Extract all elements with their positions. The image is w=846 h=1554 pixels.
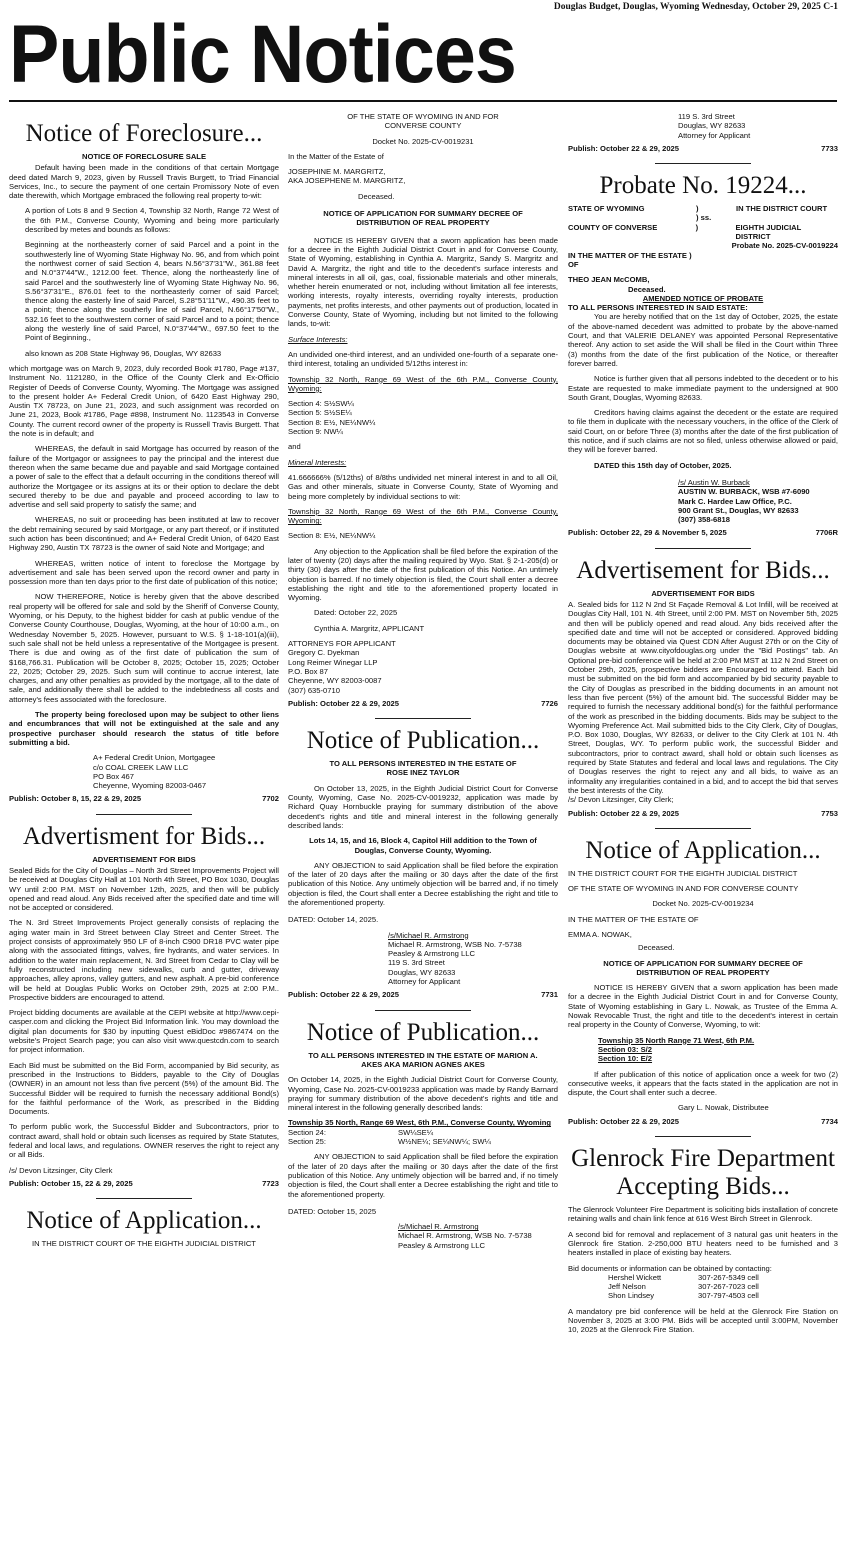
page-header xyxy=(0,0,846,106)
probate-heading: Probate No. 19224... xyxy=(599,172,807,200)
attorney-line: Attorney for Applicant xyxy=(678,130,751,140)
glenrock-para: Bid documents or information can be obtained by contacting: xyxy=(568,1263,772,1273)
margritz-para: An undivided one-third interest, and an undivided one-fourth of a separate one-third interest, totaling an undivided 5/12ths interest in: xyxy=(288,349,558,369)
foreclosure-heading: Notice of Foreclosure... xyxy=(25,120,263,147)
legal-description xyxy=(598,1036,838,1064)
caption-cell: OF xyxy=(568,259,579,269)
notice-number: 7706R xyxy=(815,528,838,538)
signature-line: Peasley & Armstrong LLC xyxy=(398,1240,485,1250)
foreclosure-para: NOW THEREFORE, Notice is hereby given that the above described real property will be offered for sale and sold by the Sheriff of Converse County, Wyoming, or his Deputy, to the highest bidder for cash at public vendue of the Converse County Courthouse, Douglas, Wyoming, at the hour of 10:00 a.m., on Wednesday November 5, 2025. However, pursuant to W.S. § 1-18-101(a)(iii), such sale shall not be held unless a representative of the Mortgagee is present. There is due and owing as of the first date of publication the sum of $168,766.31. Publication will be October 8, 2025; October 15, 2025; October 22, 2025; October 29, 2025. Such sum will continue to accrue interest, late charges, and any other penalties as provided by the mortgage, all to the date of sale, and additionally there shall be added to the indebtedness all costs and attorney's fees associated with the foreclosure. xyxy=(9,592,279,704)
caption-line: JOSEPHINE M. MARGRITZ, xyxy=(288,167,386,177)
margritz-title: NOTICE OF APPLICATION FOR SUMMARY DECREE OF DISTRIBUTION OF REAL PROPERTY xyxy=(323,209,523,228)
separator xyxy=(375,718,471,719)
conjunction: and xyxy=(288,442,301,452)
caption-line: IN THE MATTER OF THE ESTATE OF xyxy=(568,914,699,924)
glenrock-para: A mandatory pre bid conference will be held at the Glenrock Fire Station on November 3, 2025 at 3:00 PM. Bids will be accepted until 3:00PM, November 10, 2025 at the Glenrock Fire Station. xyxy=(568,1306,838,1335)
signature-line: PO Box 467 xyxy=(93,771,134,781)
attorney-line: (307) 635-0710 xyxy=(288,685,340,695)
taylor-heading: Notice of Publication... xyxy=(306,727,540,755)
attorney-line: Cheyenne, WY 82003-0087 xyxy=(288,676,382,686)
publish-dates: Publish: October 15, 22 & 29, 2025 xyxy=(9,1178,133,1188)
township-line: Township 35 North Range 71 West, 6th P.M. xyxy=(598,1035,755,1045)
foreclosure-para: Default having been made in the conditions of that certain Mortgage deed dated March 9, 2023, given by Russell Travis Burgett, to Triad Financial Services, Inc., to secure the payment of one certain Promissory Note of even date therewith, which Mortgage embraced the following real property to-wit: xyxy=(9,163,279,201)
publish-line xyxy=(568,144,838,153)
caption-cell: STATE OF WYOMING xyxy=(568,204,645,214)
signature-line: /s/Michael R. Armstrong xyxy=(388,930,469,940)
taylor-subheading: TO ALL PERSONS INTERESTED IN THE ESTATE OF ROSE INEZ TAYLOR xyxy=(329,759,517,778)
caption-cell: ) ss. xyxy=(696,213,712,223)
separator xyxy=(96,814,192,815)
foreclosure-para: A portion of Lots 8 and 9 Section 4, Township 32 North, Range 72 West of the 6th P.M., Converse County, Wyoming and being more particularly described by metes and bounds as follows: xyxy=(25,206,279,235)
bids2-heading: Advertisement for Bids... xyxy=(576,556,830,584)
contact-list xyxy=(608,1273,838,1301)
bids2-para: A. Sealed bids for 112 N 2nd St Façade Removal & Lot Infill, will be received at Douglas City Hall, 101 N. 4th Street, until 2:00 PM. MST on November 5th, 2025 and then will be publicly opened and read aloud. Any bids received after the specified date and time will not be accepted or considered. Approved bidding documents may be obtained via Quest CDN After August 27th or on the City of Douglas website at www.cityofdouglas.org under the "Bid Postings" tab. An Optional pre-bid conference will be held at 2:00 PM MST at 112 N 2nd Street on October 29th, 2025, prospective bidders are Encouraged to attend. Each bid must be submitted on the bid form and accompanied by bid security payable to the City of Douglas as prescribed in the bidding documents in an amount not less than five percent (5%) of the amount bid. The successful Bidder may be required to furnish the necessary additional bond(s) for the faithful performance of the work as prescribed in the bidding documents. Bids may be subject to the Wyoming Preference Act. Mail submitted bids to the City Clerk, City of Douglas, P.O. Box 1030, Douglas, WY 82633, or deliver to the City Clerk at 101 N. 4th Street, Douglas, WY. To perform public work, the successful Bidder and subcontractors, prior to contract award, shall hold or obtain such licenses as required by State Statutes and federal and local laws and regulations. The City of Douglas reserves the right to reject any and all bids, to waive as an informality any irregularities contained in a bid, and to accept the bid that serves the best interests of the City. xyxy=(568,599,838,795)
taylor-para: On October 13, 2025, in the Eighth Judicial District Court for Converse County, Wyoming, Case No. 2025-CV-0019232, application was made by Richard Quay Hornbuckle praying for summary distribution of the above decedent's rights and title and mineral interest in the following generally described lands: xyxy=(288,783,558,830)
publish-dates: Publish: October 22 & 29, 2025 xyxy=(568,143,679,153)
publish-line xyxy=(288,699,558,708)
margritz-para: NOTICE IS HEREBY GIVEN that a sworn application has been made for a decree in the Eighth Judicial District Court in and for Converse County, State of Wyoming, establishing in Cynthia A. Margritz, Sandy S. Margritz and David A. Margritz, the right and title to the decedent's surface interests and mineral interests in all oil, gas, coal, fissionable materials and other minerals, whether herein enumerated or not, including without limitation all fee interests, working interests, royalty interests, overriding royalty interests, production payments, net profits interests, and other payments out of production, located in Converse County, State of Wyoming, including but not limited to the following lands, to-wit: xyxy=(288,235,558,329)
court-line: IN THE DISTRICT COURT FOR THE EIGHTH JUDICIAL DISTRICT xyxy=(568,868,798,878)
notice-number: 7753 xyxy=(821,808,838,818)
attorney-line: P.O. Box 87 xyxy=(288,666,328,676)
notice-number: 7726 xyxy=(541,698,558,708)
court-line: IN THE DISTRICT COURT OF THE EIGHTH JUDICIAL DISTRICT xyxy=(32,1239,256,1249)
probate-number: Probate No. 2025-CV-0019224 xyxy=(731,241,838,251)
section-line: Section 10: E/2 xyxy=(598,1054,653,1064)
caption-line: In the Matter of the Estate of xyxy=(288,151,384,161)
separator xyxy=(655,548,751,549)
bids2-subheading: ADVERTISEMENT FOR BIDS xyxy=(651,588,755,598)
separator xyxy=(655,1136,751,1137)
caption-cell: EIGHTH JUDICIAL DISTRICT xyxy=(735,222,802,242)
attorney-line: Gregory C. Dyekman xyxy=(288,648,360,658)
foreclosure-para: WHEREAS, written notice of intent to foreclose the Mortgage by advertisement and sale has been served upon the record owner and party in possession more than ten days prior to the first date of publication of this notice; xyxy=(9,558,279,587)
signature-line: Douglas, WY 82633 xyxy=(388,967,456,977)
notice-number: 7734 xyxy=(821,1116,838,1126)
separator xyxy=(655,163,751,164)
foreclosure-para: WHEREAS, the default in said Mortgage has occurred by reason of the failure of the Mortgagor or assignees to pay the principal and the interest due thereon when the same became due and payable and said Mortgage contained a power of sale to the effect that a default occurring in the conditions thereof will authorize the Mortgagee or its assigns at its or their option to declare the debt secured thereby to be due and payable and proceed according to law to advertise and sell said property to satisfy the same; and xyxy=(9,444,279,510)
bids1-subheading: ADVERTISEMENT FOR BIDS xyxy=(92,854,196,864)
bids1-para: Each Bid must be submitted on the Bid Form, accompanied by Bid security, as prescribed in the Instructions to Bidders, payable to the City of Douglas (OWNER) in an amount not less than five percent (5%) of the amount Bid. The Successful Bidder will be required to furnish the necessary additional Bond(s) for the faithful performance of the Work, as prescribed in the Bidding Documents. xyxy=(9,1060,279,1117)
contact-phone: 307-267-5349 cell xyxy=(698,1272,759,1282)
caption-line: EMMA A. NOWAK, xyxy=(568,930,632,939)
signature-line: /s/Michael R. Armstrong xyxy=(398,1222,479,1232)
probate-para: Creditors having claims against the decedent or the estate are required to file them in duplicate with the necessary vouchers, in the office of the Clerk of said Court, on or before Three (3) months after the date of the first publication of this notice, and if such claims are not so filed, unless otherwise allowed or paid, they will be forever barred. xyxy=(568,408,838,455)
caption-line: Deceased. xyxy=(638,943,675,953)
bids1-para: Project bidding documents are available at the CEPI website at http://www.cepi-casper.com and clicking the Project Bid Information link. You may download the digital plan documents for $30 by inputting Quest eBidDoc #9867474 on the website's Project Search page; you can also visit www.questcdn.com to search for project information. xyxy=(9,1008,279,1055)
court-line: OF THE STATE OF WYOMING IN AND FOR xyxy=(347,112,499,121)
contact-name: Jeff Nelson xyxy=(608,1282,646,1292)
township-line: Township 35 North, Range 69 West, 6th P.M., Converse County, Wyoming xyxy=(288,1118,552,1128)
dated-line: DATED this 15th day of October, 2025. xyxy=(594,460,732,470)
attorney-line: ATTORNEYS FOR APPLICANT xyxy=(288,639,396,649)
akes-subheading: TO ALL PERSONS INTERESTED IN THE ESTATE OF MARION A. AKES AKA MARION AGNES AKES xyxy=(308,1050,538,1069)
caption-line: Deceased. xyxy=(358,191,395,201)
notice-number: 7731 xyxy=(541,990,558,1000)
app1-heading: Notice of Application... xyxy=(26,1207,262,1235)
separator xyxy=(375,1010,471,1011)
publish-dates: Publish: October 22 & 29, 2025 xyxy=(288,698,399,708)
probate-para: You are hereby notified that on the 1st day of October, 2025, the estate of the above-named decedent was admitted to probate by the above-named Court, and that VALERIE DELANEY was appointed Personal Representative thereof. Any action to set aside the Will shall be filed in the Court within Three (3) months from the date of the first publication of the Notice, or thereafter forever barred. xyxy=(568,312,838,368)
signature-line: Michael R. Armstrong, WSB No. 7-5738 xyxy=(388,939,522,949)
signature-line: Mark C. Hardee Law Office, P.C. xyxy=(678,496,792,506)
township-line: Township 32 North, Range 69 West of the 6th P.M., Converse County, Wyoming: xyxy=(288,506,558,526)
foreclosure-para: which mortgage was on March 9, 2023, duly recorded Book #1780, Page #137, Instrument No. 1121280, in the Office of the County Clerk and Ex-Officio Register of Deeds of Converse County, Wyoming. The Mortgage was assigned to the present holder A+ Federal Credit Union, of 6420 East Highway 290, Austin TX 78723, on June 21, 2023, and such assignment was recorded on June 21, 2023, Book #1786, Page #898, Instrument No. 1123543 in Converse County. The current record owner of the property is Russell Travis Burgett. That the note is in default; and xyxy=(9,363,279,439)
signature-line: c/o COAL CREEK LAW LLC xyxy=(93,762,189,772)
contact-phone: 307-267-7023 cell xyxy=(698,1282,759,1292)
signature-line: 900 Grant St., Douglas, WY 82633 xyxy=(678,505,799,515)
caption-cell: COUNTY OF CONVERSE xyxy=(568,222,658,232)
contact-name: Hershel Wickett xyxy=(608,1272,662,1282)
section-line: Section 4: S½SW¼ xyxy=(288,399,354,409)
taylor-para: ANY OBJECTION to said Application shall be filed before the expiration of the later of 20 days after the mailing or 30 days after the date of the first publication of this Notice. Any untimely objection will be barred and, if no timely objection is filed, the Court shall enter a Decree establishing the right and title to the aforementioned property. xyxy=(288,860,558,907)
caption-cell: THEO JEAN McCOMB, xyxy=(568,275,650,285)
separator xyxy=(96,1198,192,1199)
nowak-para: NOTICE IS HEREBY GIVEN that a sworn application has been made for a decree in the Eighth Judicial District Court in and for Converse County, State of Wyoming establishing in Gary L. Nowak, as Trustee of the Emma A. Nowak Revocable Trust, the right and title to the decedent's interest in certain real property in the County of Converse, Wyoming, to wit: xyxy=(568,983,838,1030)
publish-dates: Publish: October 8, 15, 22 & 29, 2025 xyxy=(9,794,142,804)
signature-line: Michael R. Armstrong, WSB No. 7-5738 xyxy=(398,1231,532,1241)
foreclosure-subheading: NOTICE OF FORECLOSURE SALE xyxy=(81,152,207,161)
signature-line: A+ Federal Credit Union, Mortgagee xyxy=(93,753,216,763)
dated-line: DATED: October 14, 2025. xyxy=(288,915,379,925)
taylor-lots: Lots 14, 15, and 16, Block 4, Capitol Hill addition to the Town of Douglas, Converse County, Wyoming. xyxy=(309,836,537,855)
akes-para: ANY OBJECTION to said Application shall be filed before the expiration of the later of 20 days after the mailing or 30 days after the date of the first publication of this Notice. Any untimely objection will be barred and, if no timely objection is filed, the Court shall enter a Decree establishing the right and title to the aforementioned property. xyxy=(288,1152,558,1199)
case-caption xyxy=(288,152,558,201)
column-3 xyxy=(568,112,838,1554)
publish-line xyxy=(288,990,558,999)
signature-line: Gary L. Nowak, Distributee xyxy=(678,1103,769,1113)
masthead: Public Notices xyxy=(9,9,516,100)
notice-number: 7723 xyxy=(262,1178,279,1188)
glenrock-para: The Glenrock Volunteer Fire Department is soliciting bids installation of concrete retaining walls and chain link fence at 616 West Birch Street in Glenrock. xyxy=(568,1205,838,1224)
nowak-heading: Notice of Application... xyxy=(585,836,821,864)
case-caption xyxy=(568,915,838,953)
signature-line: AUSTIN W. BURBACK, WSB #7-6090 xyxy=(678,487,810,497)
masthead-rule xyxy=(9,100,837,102)
township-line: Township 32 North, Range 69 West of the 6th P.M., Converse County, Wyoming: xyxy=(288,374,558,393)
section-line: Section 03: S/2 xyxy=(598,1044,653,1054)
publish-line xyxy=(568,528,838,537)
bids1-para: Sealed Bids for the City of Douglas – North 3rd Street Improvements Project will be received at Douglas City Hall at 101 North 4th Street, PO Box 1030, Douglas WY until 2:00 P.M. MST on November 12th, 2025, and then will be publicly opened and read aloud. Any Bids received after the specified date and time will not be accepted or considered. xyxy=(9,866,279,913)
attorney-line: Long Reimer Winegar LLP xyxy=(288,657,378,667)
attorney-line: 119 S. 3rd Street xyxy=(678,112,735,121)
docket-number: Docket No. 2025-CV-0019234 xyxy=(652,899,754,909)
publish-line xyxy=(568,1117,838,1126)
bids1-heading: Advertisment for Bids... xyxy=(22,822,266,850)
attorney-line: Douglas, WY 82633 xyxy=(678,121,746,131)
notice-number: 7733 xyxy=(821,143,838,153)
akes-para: On October 14, 2025, in the Eighth Judicial District Court for Converse County, Wyoming, Case No. 2025-CV-0019233 application was made by Randy Barnard praying for summary distribution of the above decedent's rights and title and mineral interest in the following generally described lands: xyxy=(288,1075,558,1113)
foreclosure-para: The property being foreclosed upon may be subject to other liens and encumbrances that will not be extinguished at the sale and any prospective purchaser should research the status of title before submitting a bid. xyxy=(9,710,279,747)
attorney-block xyxy=(288,639,558,695)
signature-line: /s/ Devon Litzsinger, City Clerk; xyxy=(568,795,674,805)
signature-line: /s/ Devon Litzsinger, City Clerk xyxy=(9,1165,113,1175)
legal-description xyxy=(288,399,558,436)
section-label: Mineral Interests: xyxy=(288,457,347,467)
probate-para: Notice is further given that all persons indebted to the decedent or to his Estate are requested to make immediate payment to the undersigned at 900 South Grant, Douglas, Wyoming 82633. xyxy=(568,374,838,402)
column-2 xyxy=(288,112,558,1554)
caption-line: AKA JOSEPHENE M. MARGRITZ, xyxy=(288,176,406,186)
section-label: Section 24: xyxy=(288,1127,326,1137)
signature-block xyxy=(678,478,838,524)
caption-cell: IN THE MATTER OF THE ESTATE ) xyxy=(568,250,692,260)
margritz-para: Any objection to the Application shall be filed before the expiration of the later of twenty (20) days after the mailing required by Wyo. Stat. § 2-1-205(d) or thirty (30) days after the date of the first publication of this Notice. An untimely objection is barred. If no timely objection is filed, the Court shall enter a decree establishing the right and title to the aforementioned property located in Wyoming. xyxy=(288,546,558,603)
caption-cell: IN THE DISTRICT COURT xyxy=(736,204,828,214)
dated-line: Dated: October 22, 2025 xyxy=(314,608,398,618)
court-line: CONVERSE COUNTY xyxy=(384,121,462,131)
publish-line xyxy=(9,1179,279,1188)
section-line: Section 5: S½SE¼ xyxy=(288,408,352,418)
glenrock-para: A second bid for removal and replacement of 3 natural gas unit heaters in the Glenrock fire Station. 2-250,000 BTU heaters need to be furnished and 3 heaters installed in place of existing bay heaters. xyxy=(568,1229,838,1258)
section-line: Section 8: E½, NE¼NW¼ xyxy=(288,417,376,427)
probate-to: TO ALL PERSONS INTERESTED IN SAID ESTATE: xyxy=(568,303,748,313)
publish-line xyxy=(568,809,838,818)
separator xyxy=(655,828,751,829)
column-1 xyxy=(9,112,279,1554)
signature-line: /s/ Austin W. Burback xyxy=(678,477,750,487)
applicant-line: Cynthia A. Margritz, APPLICANT xyxy=(314,623,425,633)
section-value: W½NE¼; SE¼NW¼; SW¼ xyxy=(398,1137,491,1147)
signature-line: 119 S. 3rd Street xyxy=(388,958,445,968)
signature-line: Cheyenne, Wyoming 82003-0467 xyxy=(93,781,207,791)
publish-dates: Publish: October 22 & 29, 2025 xyxy=(568,1116,679,1126)
section-label: Section 25: xyxy=(288,1137,326,1147)
probate-title: AMENDED NOTICE OF PROBATE xyxy=(642,293,764,303)
nowak-title: NOTICE OF APPLICATION FOR SUMMARY DECREE OF DISTRIBUTION OF REAL PROPERTY xyxy=(603,958,803,977)
publish-dates: Publish: October 22, 29 & November 5, 2025 xyxy=(568,528,727,538)
margritz-para: 41.666666% (5/12ths) of 8/8ths undivided net mineral interest in and to all Oil, Gas and other minerals, situate in Converse County, State of Wyoming and being more completely by individual sections to wit: xyxy=(288,472,558,501)
publish-dates: Publish: October 22 & 29, 2025 xyxy=(288,990,399,1000)
docket-number: Docket No. 2025-CV-0019231 xyxy=(372,136,474,146)
foreclosure-para: Beginning at the northeasterly corner of said Parcel and a point in the southwesterly line of Wyoming State Highway No. 96, and from which point the northwest corner of said Section 4, bears N.56°37'31"W., 361.88 feet and N.0°37'44"W., 1212.00 feet. Thence, along the northeasterly line of said Parcel and the southwesterly line of Wyoming State Highway No. 96, S.56°37'31"E., 876.01 feet to the northeasterly corner of said Parcel; thence along the easterly line of said Parcel, S.28°51'11"W., 490.35 feet to a point; thence along the southerly line of said Parcel, N.66°17'50"W., 532.16 feet to the southwestern corner of said Parcel and to a point; thence along the westerly line of said Parcel, N.0°37'44"W., 697.50 feet to the Point of Beginning., xyxy=(25,240,279,343)
bids1-para: To perform public work, the Successful Bidder and Subcontractors, prior to contract award, shall hold or obtain such licenses as required by State Statutes, federal and local laws, and regulations. OWNER reserves the right to reject any or all Bids. xyxy=(9,1122,279,1160)
attorney-block xyxy=(678,112,838,140)
signature-line: Peasley & Armstrong LLC xyxy=(388,949,475,959)
contact-phone: 307-797-4503 cell xyxy=(698,1291,759,1301)
dated-line: DATED: October 15, 2025 xyxy=(288,1206,377,1216)
glenrock-heading: Glenrock Fire Department Accepting Bids... xyxy=(571,1145,835,1201)
signature-line: Attorney for Applicant xyxy=(388,977,461,987)
legal-row xyxy=(288,1128,558,1137)
foreclosure-para: also known as 208 State Highway 96, Douglas, WY 82633 xyxy=(25,348,222,358)
section-line: Section 9: NW¼ xyxy=(288,427,343,437)
publish-line xyxy=(9,794,279,803)
caption-cell: Deceased. xyxy=(628,284,666,294)
probate-caption xyxy=(568,204,838,294)
section-label: Surface Interests: xyxy=(288,334,348,344)
notice-number: 7702 xyxy=(262,794,279,804)
contact-name: Shon Lindsey xyxy=(608,1291,655,1301)
running-header: Douglas Budget, Douglas, Wyoming Wednesday, October 29, 2025 C-1 xyxy=(553,2,838,12)
akes-heading: Notice of Publication... xyxy=(306,1018,540,1046)
nowak-para: If after publication of this notice of application once a week for two (2) consecutive weeks, it appears that the facts stated in the application are not in dispute, the Court shall enter such a decree. xyxy=(568,1069,838,1098)
signature-line: (307) 358-6818 xyxy=(678,515,730,525)
foreclosure-para: WHEREAS, no suit or proceeding has been instituted at law to recover the debt remaining secured by said Mortgage, or any part thereof, or if instituted such action has been discontinued; and A+ Federal Credit Union, of 6420 East Highway 290, Austin TX 78723 is the owner of said Note and Mortgage; and xyxy=(9,515,279,553)
legal-row xyxy=(288,1137,558,1146)
bids1-para: The N. 3rd Street Improvements Project generally consists of replacing the aging water main in 3rd Street between Clay Street and Center Street. The project consists of approximately 950 LF of 8-inch C900 DR18 PVC water pipe along with the associated fittings, valves, fire hydrants, and water services. In addition to the water main replacement, N. 3rd Street from Cedar to Clay will be fully reconstructed including new sidewalks, curb and gutter, driveway approaches, alley aprons, valley gutters, and new asphalt. A pre-bid conference will be held at Douglas Public Works on October 29th, 2025 at 2:00 P.M.. Prospective bidders are encouraged to attend. xyxy=(9,918,279,1002)
court-line: OF THE STATE OF WYOMING IN AND FOR CONVERSE COUNTY xyxy=(568,884,799,894)
publish-dates: Publish: October 22 & 29, 2025 xyxy=(568,808,679,818)
section-line: Section 8: E½, NE¼NW¼ xyxy=(288,531,376,541)
section-value: SW¼SE¼ xyxy=(398,1127,434,1137)
caption-cell: ) xyxy=(695,222,699,232)
caption-cell: ) xyxy=(696,204,699,214)
